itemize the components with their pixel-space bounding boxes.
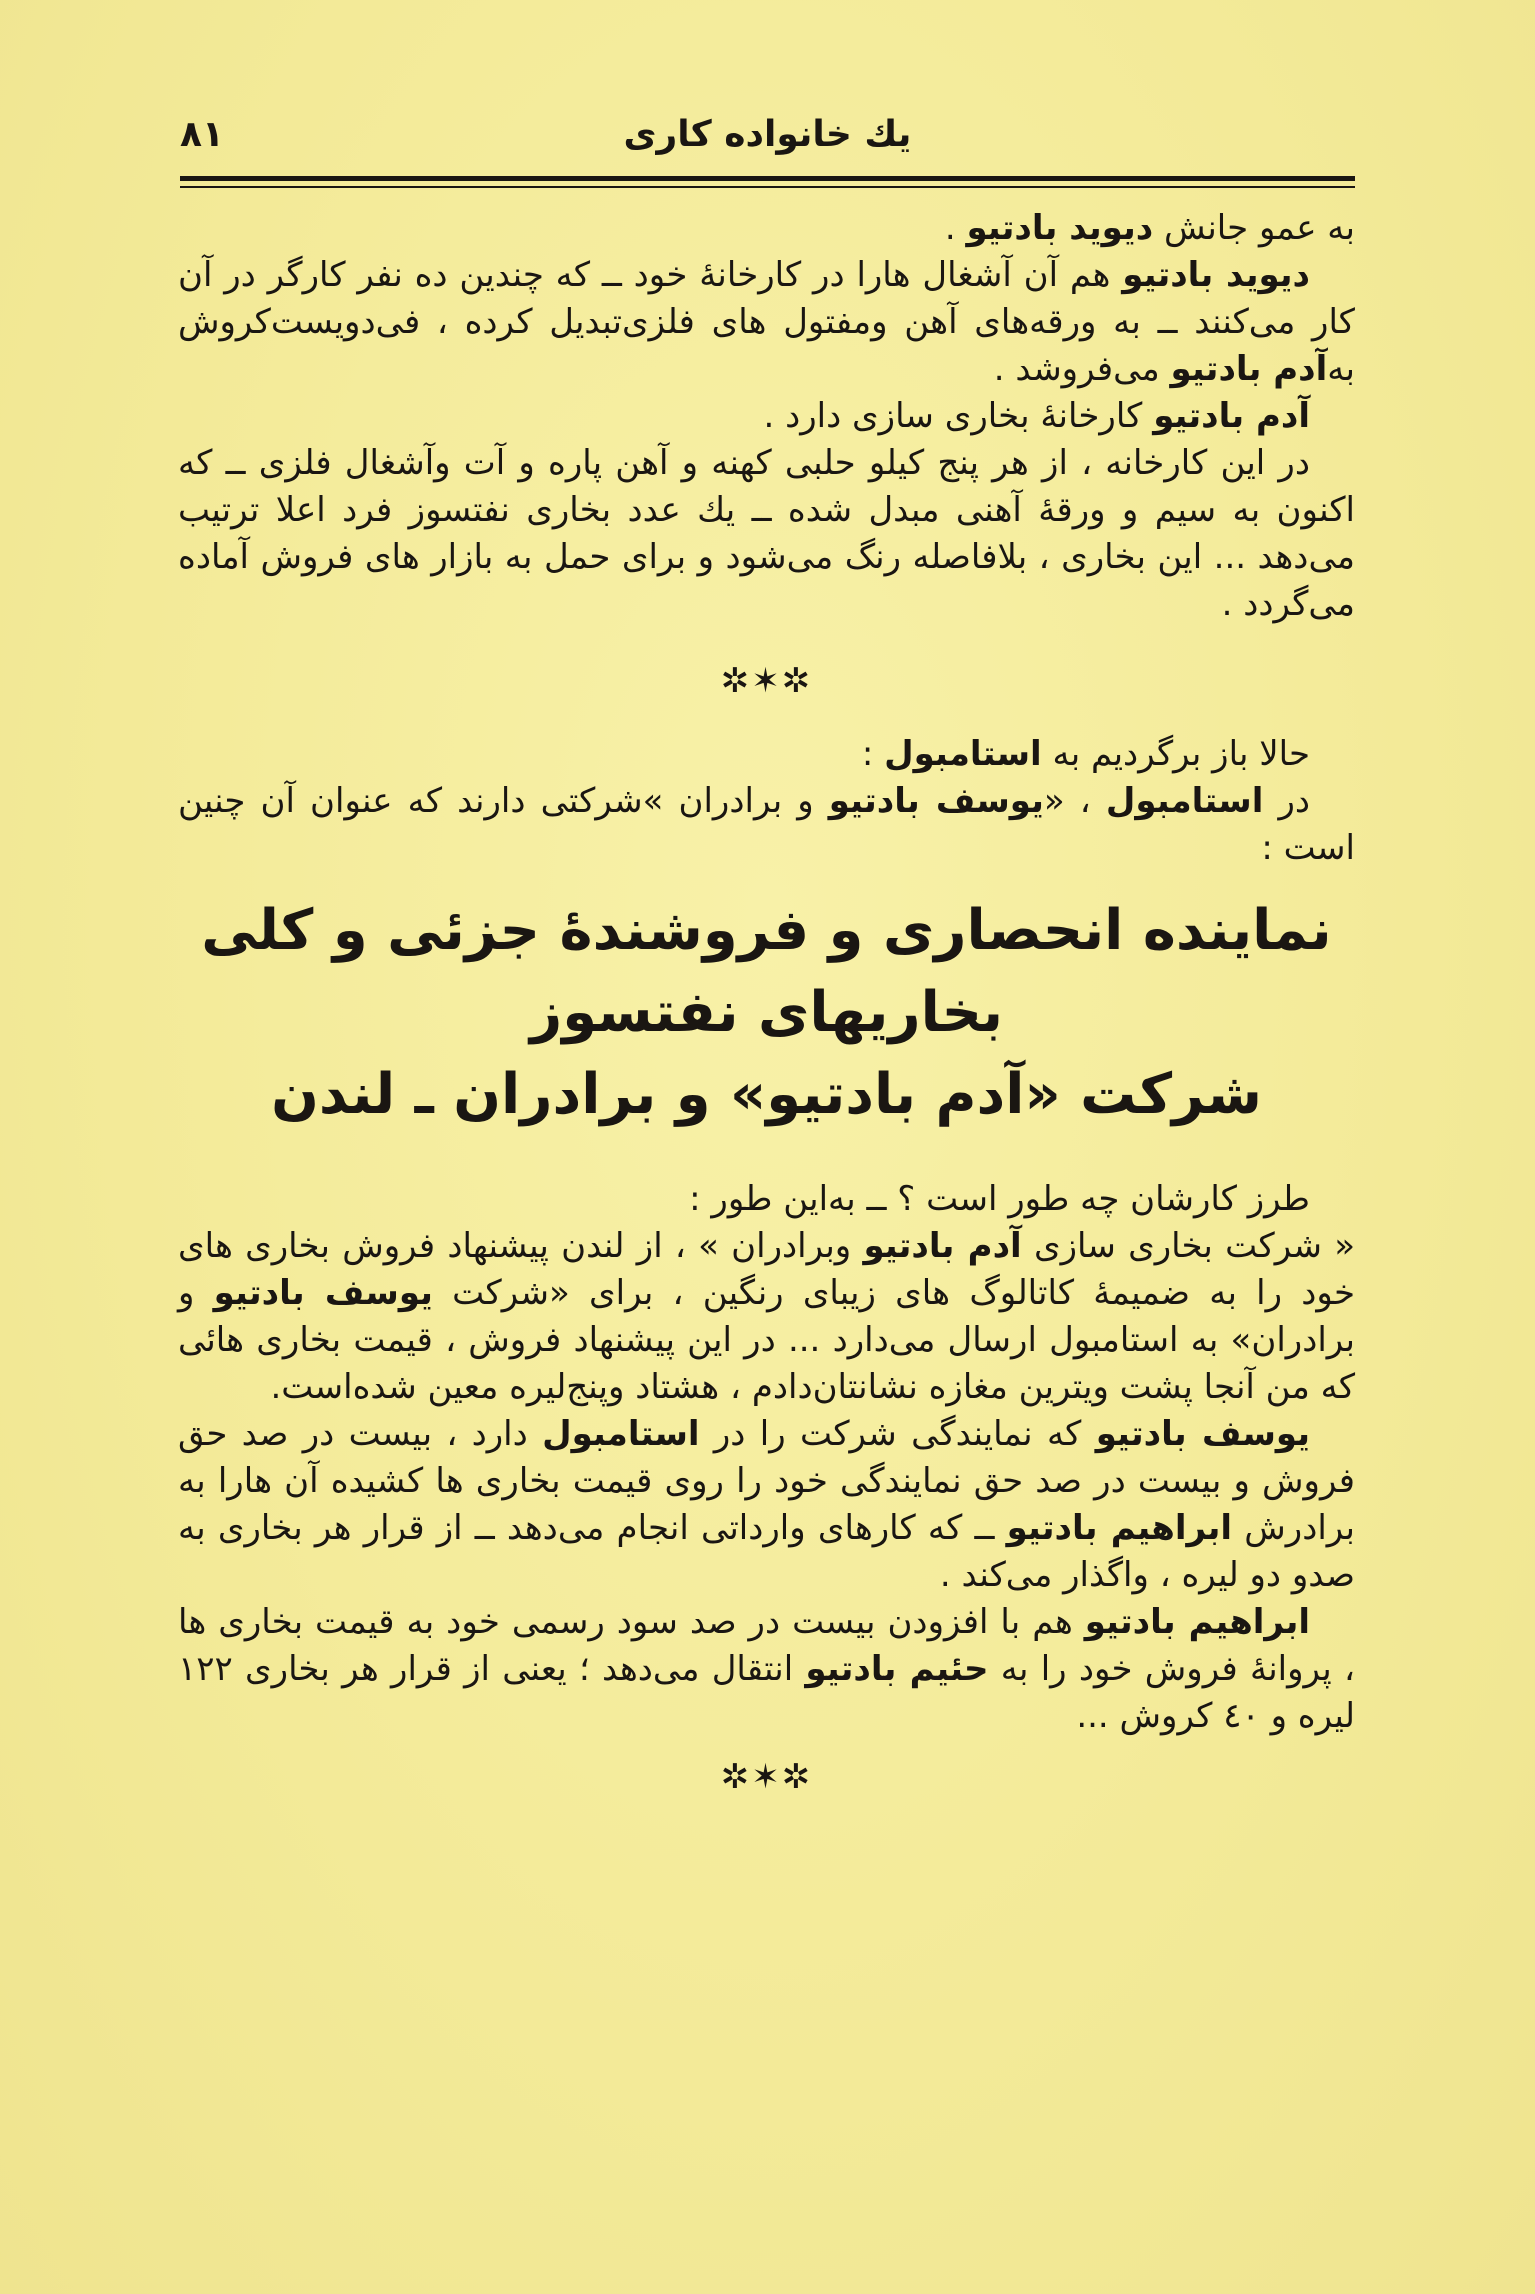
- text-run: .: [944, 208, 967, 248]
- text-run: که نمایندگی شرکت را در: [699, 1414, 1096, 1454]
- text-run: کارخانهٔ بخاری سازی دارد .: [763, 396, 1154, 436]
- paragraph: [178, 205, 1355, 252]
- paragraph: [178, 1599, 1355, 1740]
- bold-name: آدم بادتیو: [1153, 396, 1310, 436]
- bold-name: دیوید بادتیو: [1122, 255, 1310, 295]
- display-heading-line: شرکت «آدم بادتیو» و برادران ـ لندن: [271, 1062, 1262, 1127]
- page-header: [180, 108, 1355, 168]
- text-run: و برادران» به استامبول ارسال می‌دارد ... در این پیشنهاد فروش ، قیمت بخاری هائی که من آنجا پشت ویترین مغازه نشانتان‌دادم ، هشتاد وپنج‌لیره معین شده‌است.: [178, 1273, 1355, 1407]
- paragraph: [178, 393, 1355, 440]
- text-run: و برادران »شرکتی دارند که عنوان آن چنین است :: [178, 781, 1355, 868]
- bold-name: یوسف بادتیو: [1095, 1414, 1310, 1454]
- running-title: یك خانواده کاری: [623, 114, 912, 155]
- text-run: در: [1263, 781, 1311, 821]
- text-run: ، «: [1043, 781, 1106, 821]
- bold-name: ابراهیم بادتیو: [1084, 1602, 1310, 1642]
- text-run: انتقال می‌دهد ؛ یعنی از قرار هر بخاری ۱۲۲ لیره و ٤٠ کروش ...: [178, 1649, 1355, 1736]
- text-run: دارد ، بیست در صد حق فروش و بیست در صد حق نمایندگی خود را روی قیمت بخاری ها کشیده آن هارا به برادرش: [178, 1414, 1356, 1548]
- text-run: هم با افزودن بیست در صد سود رسمی خود به قیمت بخاری ها ، پروانهٔ فروش خود را به: [178, 1602, 1355, 1689]
- section-ornament: ✲✶✲: [720, 1757, 813, 1797]
- paragraph: [178, 1223, 1355, 1411]
- section-ornament: ✲✶✲: [720, 661, 813, 701]
- paragraph: [178, 1411, 1355, 1599]
- bold-name: ابراهیم بادتیو: [1006, 1508, 1233, 1548]
- text-run: حالا باز برگردیم به: [1041, 734, 1310, 774]
- text-run: « شرکت بخاری سازی: [1021, 1226, 1355, 1266]
- bold-name: استامبول: [884, 734, 1042, 774]
- bold-name: دیوید بادتیو: [966, 208, 1154, 248]
- header-rule-thin: [180, 186, 1355, 188]
- bold-name: یوسف بادتیو: [828, 781, 1044, 821]
- header-rule-thick: [180, 176, 1355, 181]
- paragraph: [178, 778, 1355, 872]
- page-body: [178, 205, 1355, 1801]
- text-run: به عمو جانش: [1153, 208, 1355, 248]
- paragraph: طرز کارشان چه طور است ؟ ــ به‌این طور :: [689, 1179, 1310, 1219]
- bold-name: استامبول: [1105, 781, 1264, 821]
- text-run: هم آن آشغال هارا در کارخانهٔ خود ــ که چندین ده نفر کارگر در آن کار می‌کنند ــ به ورقه‌های آهن ومفتول های فلزی‌تبدیل کرده ، فی‌دویست‌کروش به‌: [178, 255, 1355, 389]
- bold-name: استامبول: [542, 1414, 700, 1454]
- paragraph: [178, 731, 1355, 778]
- bold-name: آدم بادتیو: [863, 1226, 1022, 1266]
- bold-name: آدم بادتیو: [1170, 349, 1328, 389]
- paragraph: [178, 252, 1355, 393]
- display-heading-line: بخاریهای نفتسوز: [529, 980, 1004, 1045]
- text-run: وبرادران » ، از لندن پیشنهاد فروش بخاری های خود را به ضمیمهٔ کاتالوگ های زیبای رنگین ، برای «شرکت: [178, 1226, 1355, 1313]
- text-run: می‌فروشد .: [993, 349, 1171, 389]
- text-run: ــ که کارهای وارداتی انجام می‌دهد ــ از قرار هر بخاری به صدو دو لیره ، واگذار می‌کند .: [178, 1508, 1355, 1595]
- bold-name: یوسف بادتیو: [213, 1273, 433, 1313]
- display-heading-line: نماینده انحصاری و فروشندهٔ جزئی و کلی: [201, 898, 1332, 963]
- display-heading: [178, 890, 1355, 1136]
- bold-name: حئیم بادتیو: [805, 1649, 989, 1689]
- paragraph: در این کارخانه ، از هر پنج کیلو حلبی کهنه و آهن پاره و آت وآشغال فلزی ــ که اکنون به سیم و ورقهٔ آهنی مبدل شده ــ یك عدد بخاری نفتسوز فرد اعلا ترتیب می‌دهد ... این بخاری ، بلافاصله رنگ می‌شود و برای حمل به بازار های فروش آماده می‌گردد .: [178, 443, 1355, 624]
- text-run: :: [861, 734, 885, 774]
- page-number: ۸۱: [180, 114, 224, 155]
